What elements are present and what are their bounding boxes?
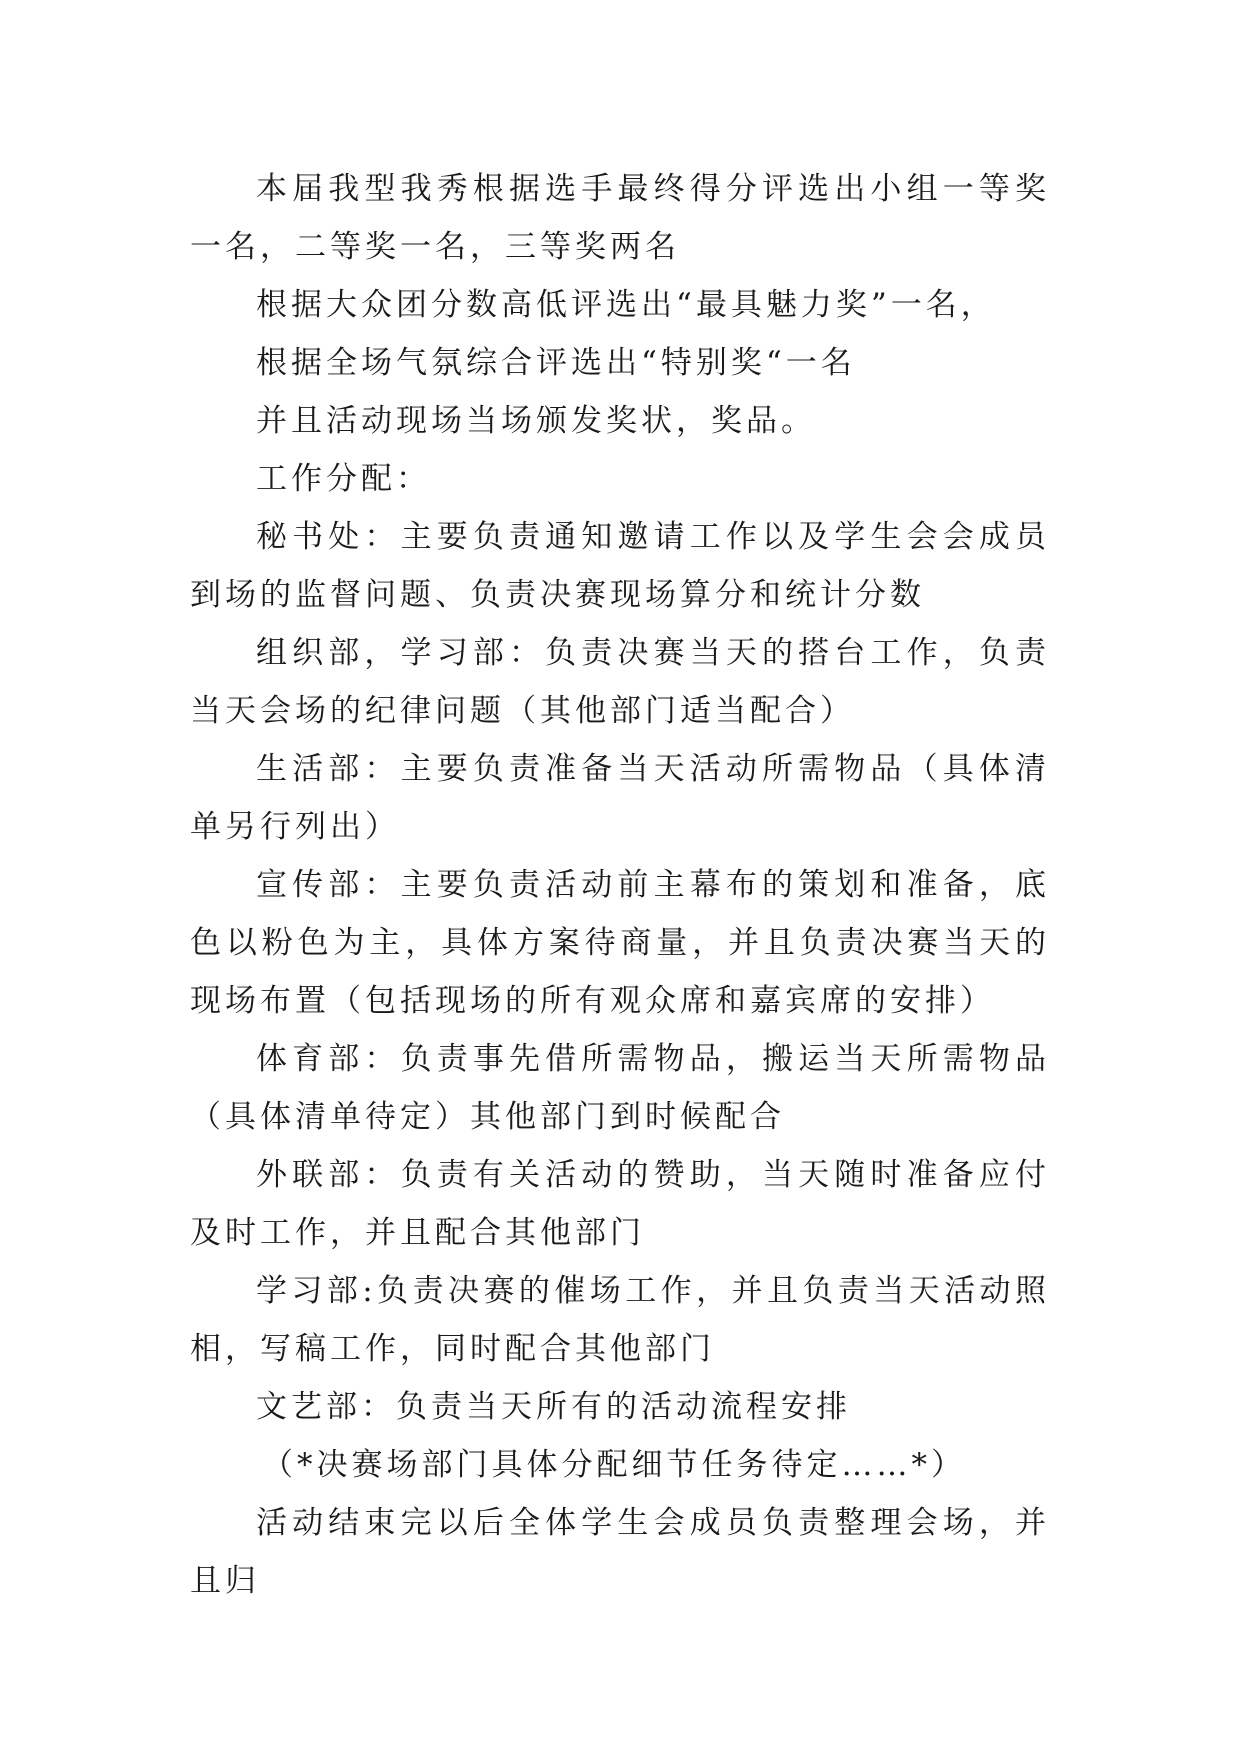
paragraph-arts-dept: 文艺部：负责当天所有的活动流程安排 xyxy=(256,1389,851,1425)
paragraph-external-dept: 外联部：负责有关活动的赞助，当天随时准备应付及时工作，并且配合其他部门 xyxy=(190,1157,1050,1251)
document-body xyxy=(190,160,1050,1610)
paragraph-special-award: 根据全场气氛综合评选出“特别奖“一名 xyxy=(256,345,856,381)
paragraph-charm-award: 根据大众团分数高低评选出“最具魅力奖”一名， xyxy=(256,287,996,323)
paragraph-cleanup: 活动结束完以后全体学生会成员负责整理会场，并且归 xyxy=(190,1505,1050,1599)
paragraph-secretariat: 秘书处：主要负责通知邀请工作以及学生会会成员到场的监督问题、负责决赛现场算分和统计分数 xyxy=(190,519,1050,613)
paragraph-awards-ranking: 本届我型我秀根据选手最终得分评选出小组一等奖一名，二等奖一名，三等奖两名 xyxy=(190,171,1050,265)
paragraph-pending-note: （*决赛场部门具体分配细节任务待定……*） xyxy=(262,1447,966,1483)
paragraph-life-dept: 生活部：主要负责准备当天活动所需物品（具体清单另行列出） xyxy=(190,751,1050,845)
paragraph-award-ceremony: 并且活动现场当场颁发奖状，奖品。 xyxy=(256,403,816,439)
paragraph-sports-dept: 体育部：负责事先借所需物品，搬运当天所需物品（具体清单待定）其他部门到时候配合 xyxy=(190,1041,1050,1135)
paragraph-study-dept: 学习部:负责决赛的催场工作，并且负责当天活动照相，写稿工作，同时配合其他部门 xyxy=(190,1273,1050,1367)
paragraph-work-assignment-heading: 工作分配： xyxy=(256,461,431,497)
paragraph-publicity-dept: 宣传部：主要负责活动前主幕布的策划和准备，底色以粉色为主，具体方案待商量，并且负责决赛当天的现场布置（包括现场的所有观众席和嘉宾席的安排） xyxy=(190,867,1050,1019)
paragraph-organization-dept: 组织部，学习部：负责决赛当天的搭台工作，负责当天会场的纪律问题（其他部门适当配合） xyxy=(190,635,1050,729)
